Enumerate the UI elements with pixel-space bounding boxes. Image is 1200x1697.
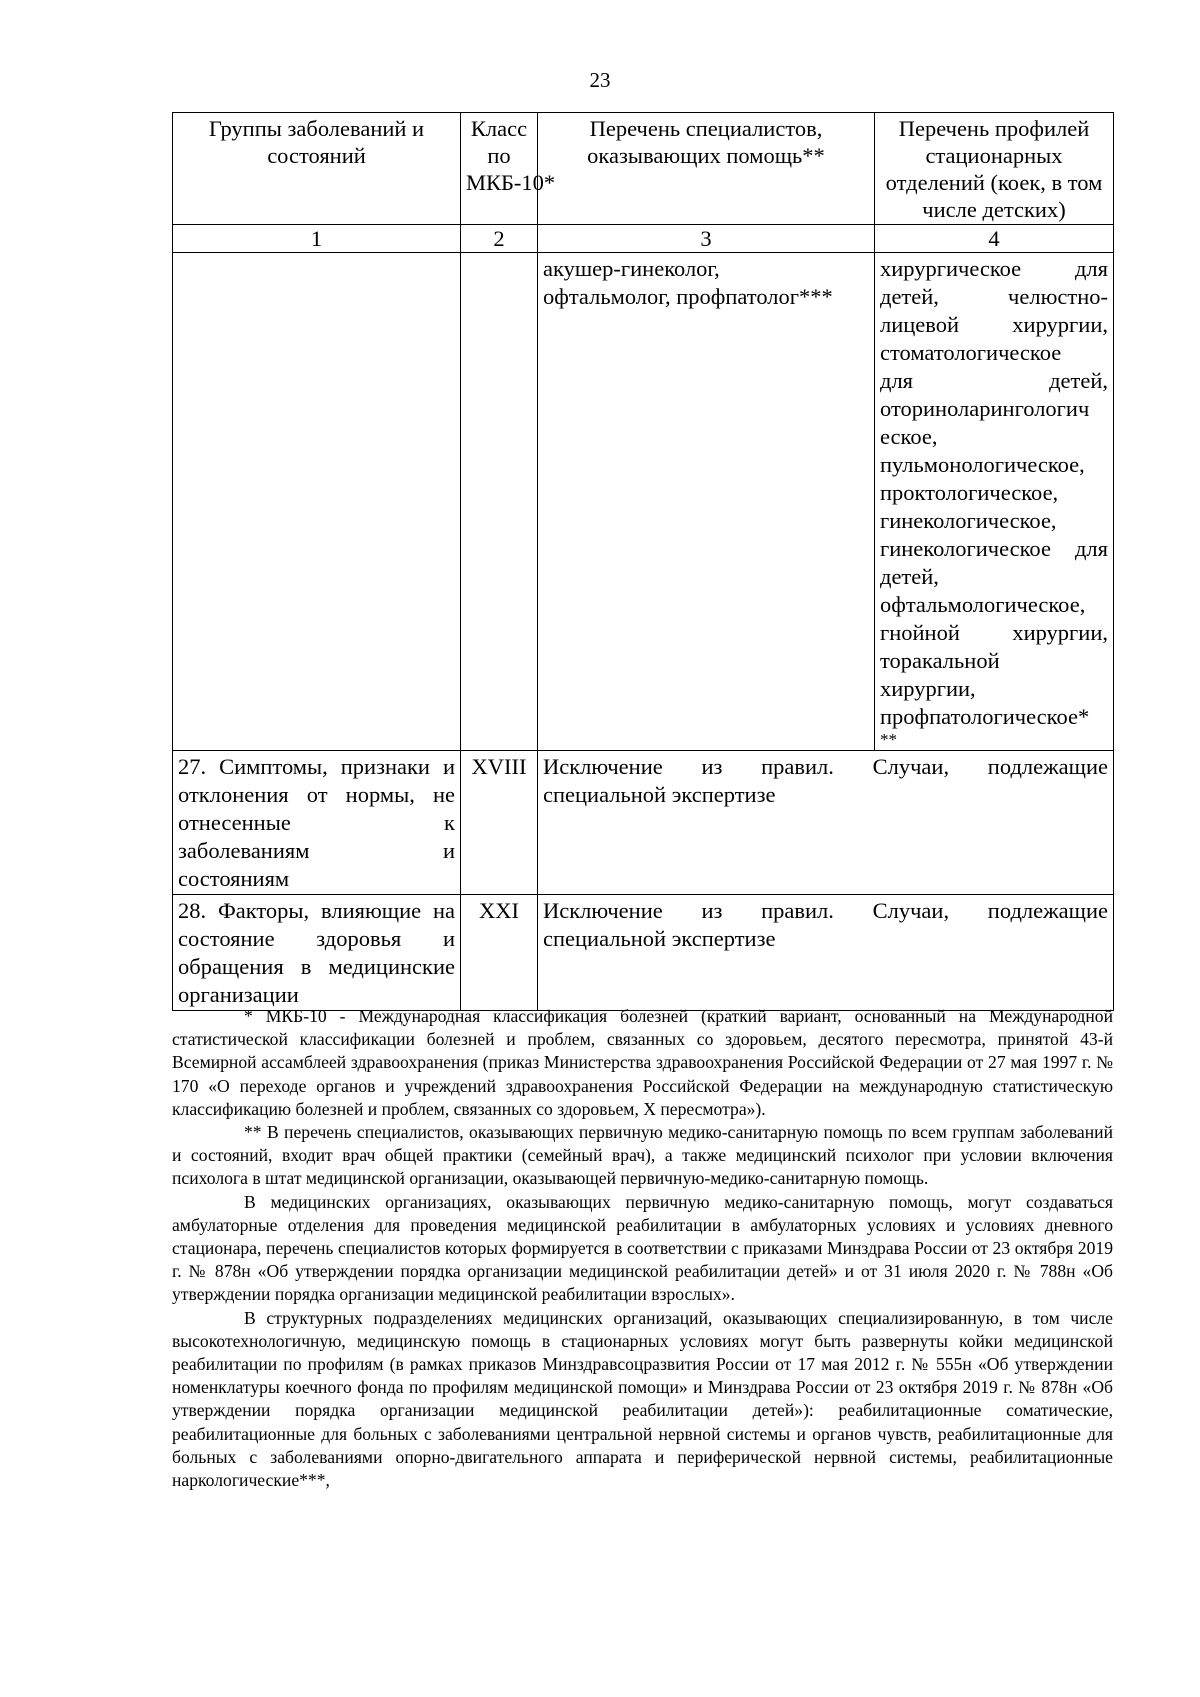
column-number: 3 [538, 225, 875, 253]
exception-line: Исключение из правил. Случаи, подлежащие [543, 754, 1108, 779]
group-cell [173, 751, 461, 895]
table-header-row [173, 113, 1114, 225]
exception-line: специальной экспертизе [543, 782, 776, 807]
specialists-line: акушер-гинеколог, [543, 256, 720, 281]
group-line: обращения в медицинские [178, 954, 455, 979]
group-line: отнесенные к [178, 810, 455, 835]
exception-line: Исключение из правил. Случаи, подлежащие [543, 898, 1108, 923]
paragraph-inpatient-rehab: В структурных подразделениях медицинских организаций, оказывающих специализированную, в том числе высокотехнологичную, медицинскую помощь в стационарных условиях могут быть развернуты койки медицинской реабилитации по профилям (в рамках приказов Минздравсоцразвития России от 17 мая 2012 г. № 555н «Об утверждении номенклатуры коечного фонда по профилям медицинской помощи» и Минздрава России от 23 октября 2019 г. № 878н «Об утверждении порядка организации медицинской реабилитации детей»): реабилитационные соматические, реабилитационные для больных с заболеваниями центральной нервной системы и органов чувств, реабилитационные для больных с заболеваниями опорно-двигательного аппарата и периферической нервной системы, реабилитационные наркологические***, [172, 1307, 1113, 1491]
column-number: 2 [461, 225, 538, 253]
specialists-line: офтальмолог, профпатолог*** [543, 284, 833, 309]
column-number: 4 [875, 225, 1114, 253]
profiles-cell [875, 253, 1114, 751]
profile-line: гинекологическое, [880, 508, 1057, 533]
profile-line: торакальной [880, 648, 1000, 673]
profile-line: ** [880, 730, 897, 749]
column-number: 1 [173, 225, 461, 253]
footnote-specialists: ** В перечень специалистов, оказывающих первичную медико-санитарную помощь по всем группам заболеваний и состояний, входит врач общей практики (семейный врач), а также медицинский психолог при условии включения психолога в штат медицинской организации, оказывающей первичную-медико-санитарную помощь. [172, 1122, 1113, 1189]
profile-line: для детей, [880, 368, 1108, 393]
profile-line: еское, [880, 424, 938, 449]
footnotes [172, 1005, 1113, 1492]
header-disease-groups: Группы заболеваний и состояний [173, 113, 461, 225]
profile-line: лицевой хирургии, [880, 312, 1108, 337]
profile-line: хирургическое для [880, 256, 1108, 281]
profile-line: детей, челюстно- [880, 284, 1108, 309]
exception-cell [538, 751, 1114, 895]
profile-line: хирургии, [880, 676, 976, 701]
group-cell [173, 895, 461, 1011]
profile-line: пульмонологическое, [880, 452, 1085, 477]
header-ward-profiles: Перечень профилей стационарных отделений (коек, в том числе детских) [875, 113, 1114, 225]
group-line: состояниям [178, 866, 290, 891]
profile-line: детей, [880, 564, 939, 589]
profile-line: профпатологическое* [880, 704, 1090, 729]
profile-line: оториноларингологич [880, 396, 1090, 421]
header-specialists: Перечень специалистов, оказывающих помощь** [538, 113, 875, 225]
icd-class-cell: XVIII [461, 751, 538, 895]
exception-cell [538, 895, 1114, 1011]
profile-line: офтальмологическое, [880, 592, 1086, 617]
table-row-continuation [173, 253, 1114, 751]
footnote-icd: * МКБ-10 - Международная классификация болезней (краткий вариант, основанный на Международной статистической классификации болезней и проблем, связанных со здоровьем, десятого пересмотра, принятой 43-й Всемирной ассамблеей здравоохранения (приказ Министерства здравоохранения Российской Федерации от 27 мая 1997 г. № 170 «О переходе органов и учреждений здравоохранения Российской Федерации на международную статистическую классификацию болезней и проблем, связанных со здоровьем, X пересмотра»). [172, 1006, 1113, 1119]
exception-line: специальной экспертизе [543, 926, 776, 951]
page-number: 23 [589, 68, 611, 92]
table-row [173, 751, 1114, 895]
group-cell-empty [173, 253, 461, 751]
profile-line: проктологическое, [880, 480, 1059, 505]
group-line: состояние здоровья и [178, 926, 455, 951]
care-profiles-table [172, 112, 1114, 1011]
profile-line: гинекологическое для [880, 536, 1108, 561]
profile-line: гнойной хирургии, [880, 620, 1108, 645]
table-row [173, 895, 1114, 1011]
profile-line: стоматологическое [880, 340, 1062, 365]
icd-cell-empty [461, 253, 538, 751]
paragraph-outpatient-rehab: В медицинских организациях, оказывающих первичную медико-санитарную помощь, могут создаваться амбулаторные отделения для проведения медицинской реабилитации в амбулаторных условиях и условиях дневного стационара, перечень специалистов которых формируется в соответствии с приказами Минздрава России от 23 октября 2019 г. № 878н «Об утверждении порядка организации медицинской реабилитации детей» и от 31 июля 2020 г. № 788н «Об утверждении порядка организации медицинской реабилитации взрослых». [172, 1191, 1113, 1305]
group-line: 27. Симптомы, признаки и [178, 754, 455, 779]
group-line: 28. Факторы, влияющие на [178, 898, 455, 923]
group-line: отклонения от нормы, не [178, 782, 455, 807]
column-number-row [173, 225, 1114, 253]
specialists-cell [538, 253, 875, 751]
group-line: заболеваниям и [178, 838, 455, 863]
group-line: организации [178, 982, 299, 1007]
icd-class-cell: XXI [461, 895, 538, 1011]
header-icd-class: Класс по МКБ-10* [461, 113, 538, 225]
